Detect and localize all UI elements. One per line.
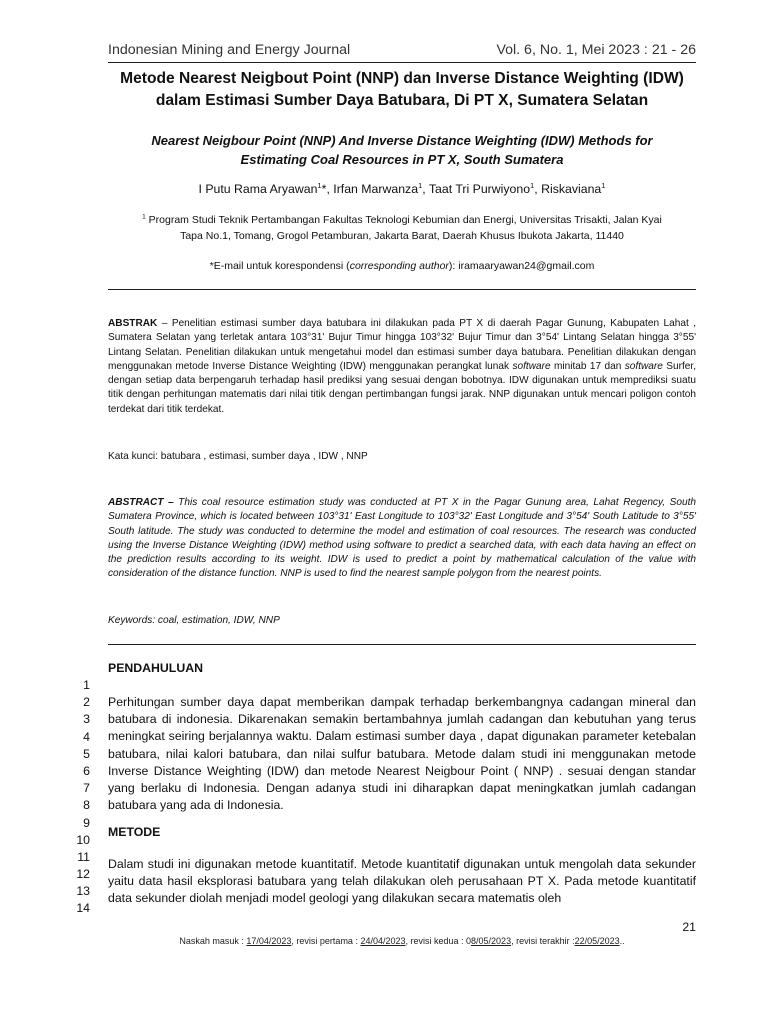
date-revision-final: 22/05/2023 [574, 936, 620, 946]
line-number: 6 [83, 763, 90, 778]
volume-info: Vol. 6, No. 1, Mei 2023 : 21 - 26 [496, 42, 696, 58]
correspondence-prefix: *E-mail untuk korespondensi ( [209, 260, 350, 272]
abstract-en-block [108, 496, 696, 582]
author-name: Taat Tri Purwiyono [428, 182, 531, 196]
line-numbers [60, 677, 90, 918]
pendahuluan-text [108, 694, 696, 814]
page-number: 21 [682, 920, 696, 934]
line-number: 8 [83, 798, 90, 813]
affiliation-line1: Program Studi Teknik Pertambangan Fakultas Teknologi Kebumian dan Energi, Universitas Trisakti, Jalan Kyai [145, 214, 662, 226]
line-number: 14 [76, 901, 90, 916]
author-affiliation-mark: 1 [530, 180, 535, 190]
abstract-en-keywords: Keywords: coal, estimation, IDW, NNP [108, 615, 280, 626]
abstrak-label: ABSTRAK [108, 318, 158, 329]
submission-dates [108, 936, 696, 946]
pendahuluan-paragraph: Perhitungan sumber daya dapat memberikan dampak terhadap berkembangnya cadangan mineral dan batubara di indonesia. Dikarenakan semakin bertambahnya jumlah cadangan dan kebutuhan yang terus meningkat seiring berjalannya waktu. Dalam estimasi sumber daya , dapat digunakan parameter ketebalan batubara, nilai kalori batubara, dan nilai sulfur batubara. Metode dalam studi ini menggunakan metode Inverse Distance Weighting (IDW) dan metode Nearest Neigbour Point ( NNP) . sesuai dengan standar yang berlaku di Indonesia. Dengan adanya studi ini diharapkan dapat meningkatkan jumlah cadangan batubara yang ada di Indonesia. [108, 695, 696, 813]
author-name: I Putu Rama Aryawan [198, 182, 318, 196]
date-revision-1: 24/04/2023 [360, 936, 406, 946]
journal-name: Indonesian Mining and Energy Journal [108, 42, 351, 58]
footnote-text: .. [619, 936, 625, 946]
footnote-text: , revisi pertama : [291, 936, 361, 946]
date-revision-2: 8/05/2023 [471, 936, 512, 946]
abstrak-text: minitab 17 dan [550, 360, 625, 372]
affiliation [108, 212, 696, 244]
metode-paragraph: Dalam studi ini digunakan metode kuantitatif. Metode kuantitatif digunakan untuk mengolah data sekunder yaitu data hasil eksplorasi batubara yang telah dilakukan oleh perusahaan PT X. Pada metode kuantitatif data sekunder diolah menjadi model geologi yang dilakukan secara matematis oleh [108, 857, 696, 906]
paper-subtitle-line1: Nearest Neigbour Point (NNP) And Inverse Distance Weighting (IDW) Methods for [151, 133, 653, 148]
affiliation-mark: 1 [142, 213, 146, 221]
paper-title-line1: Metode Nearest Neigbout Point (NNP) dan Inverse Distance Weighting (IDW) [120, 70, 684, 87]
abstrak-keywords: Kata kunci: batubara , estimasi, sumber daya , IDW , NNP [108, 451, 368, 462]
date-received: 17/04/2023 [246, 936, 292, 946]
author-affiliation-mark: 1 [418, 180, 423, 190]
footnote-text: , revisi kedua : 0 [405, 936, 472, 946]
footnote-text: Naskah masuk : [179, 936, 247, 946]
line-number: 11 [77, 849, 90, 864]
abstract-top-rule [108, 289, 696, 290]
section-heading-metode: METODE [108, 825, 161, 839]
abstrak-italic-software: software [624, 360, 663, 372]
paper-subtitle [108, 131, 696, 169]
line-number: 10 [76, 832, 90, 847]
line-number: 2 [83, 695, 90, 710]
line-number: 4 [83, 729, 90, 744]
author-name: Riskaviana [541, 182, 602, 196]
header-rule [108, 62, 696, 63]
abstract-bottom-rule [108, 644, 696, 645]
line-number: 9 [83, 815, 90, 830]
footnote-text: , revisi terakhir : [511, 936, 575, 946]
author-list [108, 180, 696, 198]
affiliation-line2: Tapa No.1, Tomang, Grogol Petamburan, Jakarta Barat, Daerah Khusus Ibukota Jakarta, 11440 [180, 230, 624, 242]
author-affiliation-mark: 1 [601, 180, 606, 190]
paper-title [108, 68, 696, 112]
line-number: 13 [76, 884, 90, 899]
correspondence-italic: corresponding author [349, 260, 449, 272]
paper-title-line2: dalam Estimasi Sumber Daya Batubara, Di PT X, Sumatera Selatan [155, 92, 649, 109]
abstract-en-label: ABSTRACT – [108, 497, 174, 508]
abstrak-text: – Penelitian estimasi sumber daya batubara ini dilakukan pada PT X di daerah Pagar Gunung, Kabupaten Lahat , Sumatera Selatan yang terletak antara 103°31' Bujur Timur hingga 103°32' Bujur Timur dan 3°54' Lintang Selatan hingga 3°55' Lintang Selatan. Penelitian dilakukan untuk mengetahui model dan estimasi sumber daya batubara. Penelitian dilakukan dengan menggunakan metode Inverse Distance Weighting (IDW) menggunakan perangkat lunak [108, 318, 696, 372]
line-number: 1 [83, 678, 90, 692]
line-number: 12 [76, 867, 90, 882]
abstrak-block [108, 317, 696, 417]
author-separator: , [422, 182, 429, 196]
abstrak-italic-software: software [512, 360, 551, 372]
line-number: 7 [83, 781, 90, 796]
line-number: 5 [83, 746, 90, 761]
correspondence [108, 258, 696, 274]
abstrak-text: Surfer, dengan setiap data berpengaruh terhadap hasil prediksi yang sesuai dengan bobotnya. IDW digunakan untuk memprediksi suatu titik dengan perhitungan matematis dari nilai titik dengan pertimbangan fungsi jarak. NNP digunakan untuk mencari poligon contoh terdekat dari titik terdekat. [108, 360, 697, 415]
author-affiliation-mark: 1 [317, 180, 322, 190]
paper-subtitle-line2: Estimating Coal Resources in PT X, South Sumatera [240, 152, 564, 167]
author-separator: *, [321, 182, 334, 196]
metode-text [108, 856, 696, 908]
line-number: 3 [83, 712, 90, 727]
author-separator: , [534, 182, 542, 196]
correspondence-email: ): iramaaryawan24@gmail.com [448, 260, 595, 272]
author-name: Irfan Marwanza [333, 182, 419, 196]
abstract-en-text: This coal resource estimation study was conducted at PT X in the Pagar Gunung area, Lahat Regency, South Sumatera Province, which is located between 103°31' East Longitude to 103°32' East Longitude and 3°54' South Latitude to 3°55' South latitude. The study was conducted to determine the model and estimation of coal resources. The research was conducted using the Inverse Distance Weighting (IDW) method using software to predict a searched data, with each data having an effect on the prediction results according to its weight. IDW is used to predict a point by mathematical calculation of the value with consideration of the distance function. NNP is used to find the nearest sample polygon from the nearest points. [108, 497, 696, 580]
section-heading-pendahuluan: PENDAHULUAN [108, 661, 203, 675]
